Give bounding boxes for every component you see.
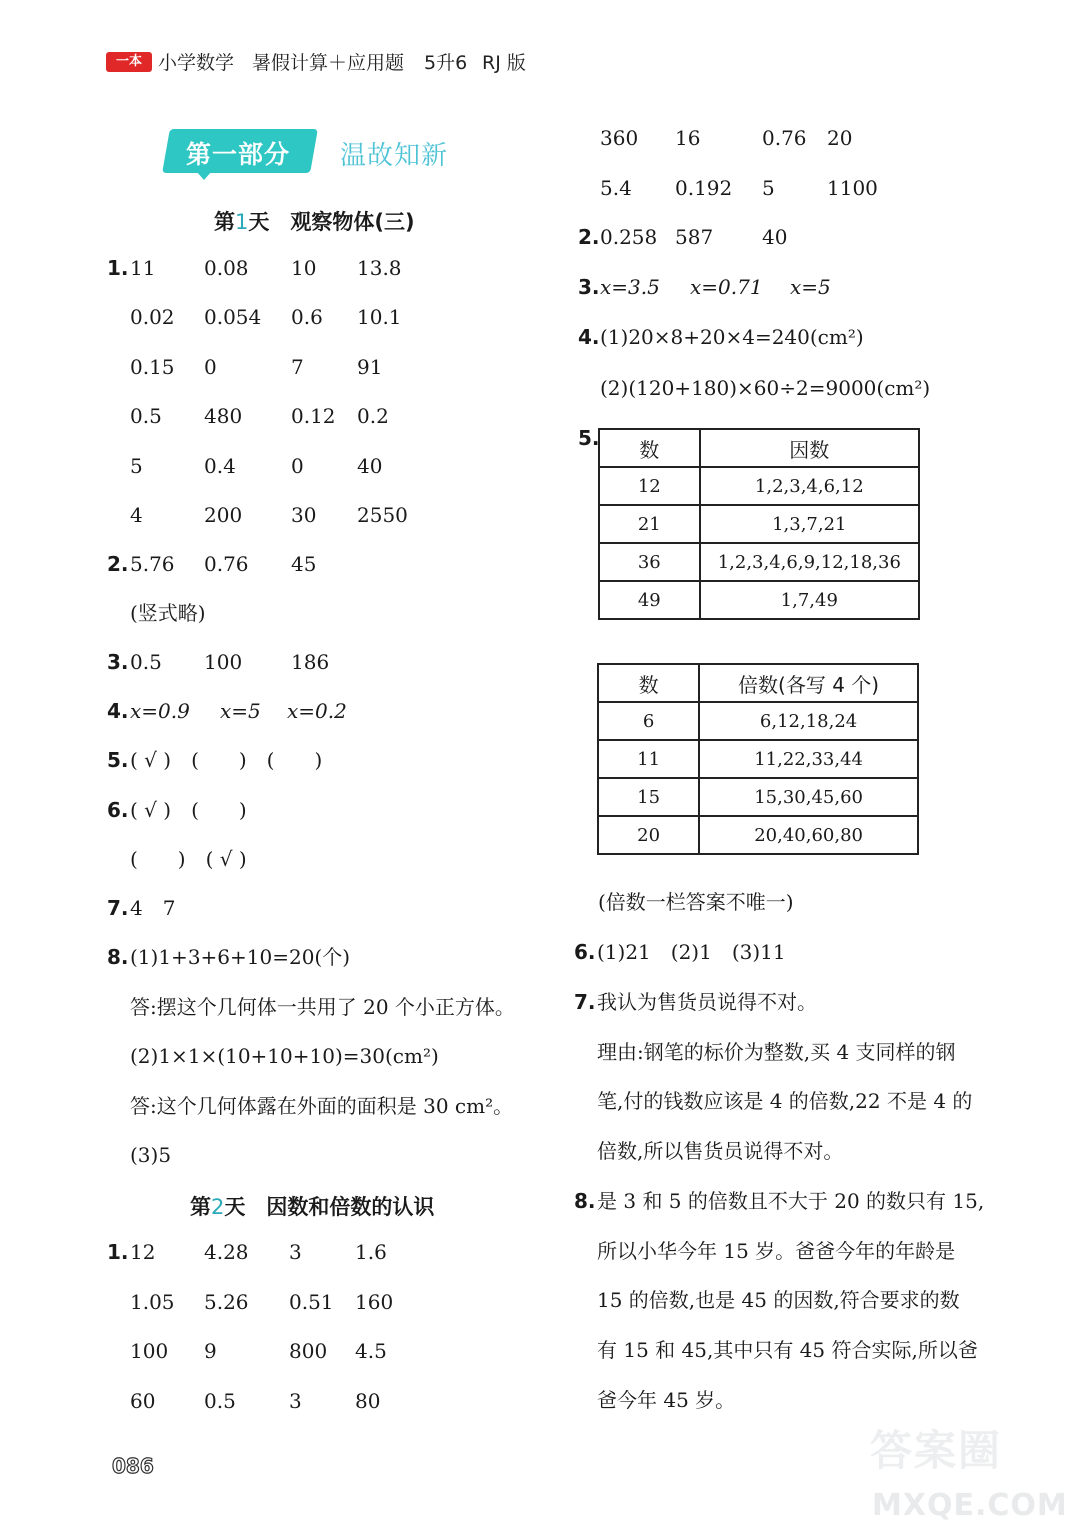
d2-q2-a: 0.258 — [600, 225, 658, 249]
d2-q2-b: 587 — [675, 225, 714, 249]
d2-q1-cell: 5.26 — [204, 1289, 249, 1314]
d1-q1-cell: 2550 — [357, 503, 408, 527]
day2-title — [190, 1191, 434, 1221]
d1-q3-a: 0.5 — [130, 650, 162, 674]
d1-q7-label: 7. — [107, 896, 129, 920]
day1-number: 1 — [235, 210, 249, 234]
table-row — [599, 581, 919, 619]
multiples-table-cell: 6 — [598, 702, 699, 740]
d2-q1-cell: 100 — [130, 1339, 169, 1364]
factors-table-header-cell: 因数 — [700, 429, 919, 467]
table-row — [598, 702, 918, 740]
d1-q6-label: 6. — [107, 798, 129, 822]
factors-table — [598, 428, 920, 620]
factors-table-cell: 12 — [599, 467, 700, 505]
day2-number: 2 — [211, 1195, 225, 1219]
day2-title-prefix: 第 — [190, 1195, 211, 1219]
d1-q3-b: 100 — [204, 650, 243, 674]
d2-q1-cell: 3 — [289, 1389, 302, 1414]
d1-q2-c: 45 — [291, 552, 317, 576]
factors-table-cell: 1,2,3,4,6,9,12,18,36 — [700, 543, 919, 581]
d1-q3-label: 3. — [107, 650, 129, 674]
table-row — [598, 816, 918, 854]
multiples-table-cell: 11 — [598, 740, 699, 778]
d1-q8-line: (3)5 — [130, 1143, 172, 1167]
d1-q8-line: 答:摆这个几何体一共用了 20 个小正方体。 — [130, 995, 515, 1019]
table-row — [599, 505, 919, 543]
table-row — [599, 467, 919, 505]
d1-q1-cell: 0 — [291, 453, 304, 478]
d2-q7-label: 7. — [574, 990, 596, 1014]
watermark-url: MXQE.COM — [872, 1488, 1068, 1523]
d1-q6-line2: ( ) ( √ ) — [130, 847, 247, 871]
d1-q1-cell: 5 — [130, 453, 143, 478]
d1-q1-cell: 0.6 — [291, 305, 323, 330]
d2-q1-cell: 3 — [289, 1240, 302, 1264]
d1-q2-b: 0.76 — [204, 552, 249, 576]
multiples-table-cell: 20,40,60,80 — [699, 816, 918, 854]
d2-q1-cell: 1.05 — [130, 1289, 175, 1314]
brand-logo: 一本 — [106, 52, 152, 72]
d2-q1-cell: 800 — [289, 1339, 328, 1364]
multiples-table-cell: 6,12,18,24 — [699, 702, 918, 740]
day1-title-prefix: 第 — [214, 210, 235, 234]
d2-q5-label: 5. — [578, 426, 600, 450]
d1-q3-c: 186 — [291, 650, 330, 674]
d2-q1-cell: 4.5 — [355, 1339, 387, 1364]
factors-table-header-row — [599, 429, 919, 467]
d2-q8-line: 有 15 和 45,其中只有 45 符合实际,所以爸 — [597, 1338, 978, 1362]
section-part-label: 第一部分 — [186, 140, 291, 169]
d2-q8-label: 8. — [574, 1189, 596, 1213]
d2-q7-line: 笔,付的钱数应该是 4 的倍数,22 不是 4 的 — [597, 1089, 973, 1113]
factors-table-cell: 1,7,49 — [700, 581, 919, 619]
d2-q4-label: 4. — [578, 325, 600, 349]
d1-q1-cell: 10 — [291, 256, 317, 280]
d2-q1-cell: 0.5 — [204, 1389, 236, 1414]
table-row — [599, 543, 919, 581]
d2-q8-line: 爸今年 45 岁。 — [597, 1388, 736, 1412]
multiples-table-header-cell: 数 — [598, 664, 699, 702]
d2-q8-line: 是 3 和 5 的倍数且不大于 20 的数只有 15, — [597, 1189, 985, 1213]
d1-q1-cell: 0.054 — [204, 305, 262, 330]
d1-q2-label: 2. — [107, 552, 129, 576]
d1-q1-cell: 40 — [357, 453, 383, 478]
multiples-table-cell: 20 — [598, 816, 699, 854]
d2-q1-cell: 0.51 — [289, 1289, 334, 1314]
d2-q7-line: 理由:钢笔的标价为整数,买 4 支同样的钢 — [597, 1040, 956, 1064]
d1-q1-cell: 200 — [204, 503, 243, 527]
d2-q1-cell: 12 — [130, 1240, 156, 1264]
d1-q4-b: x=5 — [220, 699, 261, 723]
d2-q5-note: (倍数一栏答案不唯一) — [598, 890, 794, 914]
d2-q1-cont-cell: 16 — [675, 126, 701, 150]
d1-q2-a: 5.76 — [130, 552, 175, 576]
multiples-table — [597, 663, 919, 855]
d2-q1-cell: 60 — [130, 1389, 156, 1414]
page-number: 086 — [112, 1454, 154, 1478]
factors-table-header-cell: 数 — [599, 429, 700, 467]
factors-table-cell: 1,3,7,21 — [700, 505, 919, 543]
d1-q1-label: 1. — [107, 256, 129, 280]
d1-q1-cell: 91 — [357, 354, 383, 379]
d1-q8-line: (1)1+3+6+10=20(个) — [130, 945, 351, 969]
d1-q4-c: x=0.2 — [287, 699, 347, 723]
d2-q4-line2: (2)(120+180)×60÷2=9000(cm²) — [600, 376, 931, 400]
watermark-logo: 答案圈 — [870, 1426, 1003, 1475]
factors-table-cell: 21 — [599, 505, 700, 543]
d1-q8-line: 答:这个几何体露在外面的面积是 30 cm²。 — [130, 1094, 514, 1118]
multiples-table-cell: 15,30,45,60 — [699, 778, 918, 816]
header-edition: RJ 版 — [482, 52, 526, 74]
d2-q1-cont-cell: 0.76 — [762, 126, 807, 150]
d1-q1-cell: 30 — [291, 503, 317, 527]
d1-q4-a: x=0.9 — [130, 699, 190, 723]
d2-q1-cell: 9 — [204, 1339, 217, 1364]
d2-q1-cell: 80 — [355, 1389, 381, 1414]
d1-q5-label: 5. — [107, 748, 129, 772]
multiples-table-cell: 15 — [598, 778, 699, 816]
d1-q1-cell: 0.08 — [204, 256, 249, 280]
d2-q1-cell: 160 — [355, 1289, 394, 1314]
header-series: 暑假计算＋应用题 — [252, 52, 405, 74]
d1-q1-cell: 480 — [204, 404, 243, 429]
d2-q3-a: x=3.5 — [600, 275, 660, 299]
d1-q1-cell: 0.2 — [357, 404, 389, 429]
factors-table-cell: 1,2,3,4,6,12 — [700, 467, 919, 505]
d2-q3-label: 3. — [578, 275, 600, 299]
d2-q2-c: 40 — [762, 225, 788, 249]
d1-q5-answers: ( √ ) ( ) ( ) — [130, 748, 323, 772]
table-row — [598, 778, 918, 816]
day1-title-text: 天 观察物体(三) — [248, 210, 415, 234]
d1-q2-note: (竖式略) — [130, 601, 206, 625]
d1-q1-cell: 0.5 — [130, 404, 162, 429]
d2-q8-line: 所以小华今年 15 岁。爸爸今年的年龄是 — [597, 1239, 956, 1263]
d1-q1-cell: 0.15 — [130, 354, 175, 379]
d2-q1-label: 1. — [107, 1240, 129, 1264]
d1-q1-cell: 7 — [291, 354, 304, 379]
d1-q8-label: 8. — [107, 945, 129, 969]
banner-tail — [196, 171, 212, 180]
d2-q1-cell: 4.28 — [204, 1240, 249, 1264]
d2-q3-b: x=0.71 — [690, 275, 763, 299]
d2-q1-cont-cell: 5 — [762, 175, 775, 200]
factors-table-cell: 36 — [599, 543, 700, 581]
d1-q1-cell: 11 — [130, 256, 156, 280]
factors-table-cell: 49 — [599, 581, 700, 619]
header-subject: 小学数学 — [158, 52, 235, 74]
d2-q1-cont-cell: 1100 — [827, 175, 878, 200]
day1-title — [214, 206, 415, 236]
d1-q8-line: (2)1×1×(10+10+10)=30(cm²) — [130, 1044, 439, 1068]
multiples-table-header-cell: 倍数(各写 4 个) — [699, 664, 918, 702]
section-subtitle: 温故知新 — [340, 141, 449, 171]
d1-q1-cell: 0 — [204, 354, 217, 379]
d2-q8-line: 15 的倍数,也是 45 的因数,符合要求的数 — [597, 1288, 960, 1312]
d2-q6-label: 6. — [574, 940, 596, 964]
table-row — [598, 740, 918, 778]
d2-q3-c: x=5 — [790, 275, 831, 299]
d1-q1-cell: 13.8 — [357, 256, 402, 280]
multiples-table-cell: 11,22,33,44 — [699, 740, 918, 778]
d1-q6-line1: ( √ ) ( ) — [130, 798, 247, 822]
day2-title-text: 天 因数和倍数的认识 — [224, 1195, 435, 1219]
d2-q1-cont-cell: 0.192 — [675, 175, 733, 200]
d1-q4-label: 4. — [107, 699, 129, 723]
d2-q2-label: 2. — [578, 225, 600, 249]
d1-q1-cell: 0.12 — [291, 404, 336, 429]
d2-q1-cell: 1.6 — [355, 1240, 387, 1264]
header-grade: 5升6 — [424, 52, 468, 74]
d2-q6-answers: (1)21 (2)1 (3)11 — [597, 940, 786, 964]
d2-q4-line1: (1)20×8+20×4=240(cm²) — [600, 325, 864, 349]
d2-q1-cont-cell: 5.4 — [600, 175, 632, 200]
d1-q1-cell: 4 — [130, 503, 143, 527]
d2-q1-cont-cell: 20 — [827, 126, 853, 150]
d2-q1-cont-cell: 360 — [600, 126, 639, 150]
multiples-table-header-row — [598, 664, 918, 702]
d1-q1-cell: 0.02 — [130, 305, 175, 330]
d1-q1-cell: 10.1 — [357, 305, 402, 330]
d2-q7-line: 我认为售货员说得不对。 — [597, 990, 817, 1014]
d1-q1-cell: 0.4 — [204, 453, 236, 478]
d2-q7-line: 倍数,所以售货员说得不对。 — [597, 1139, 844, 1163]
d1-q7-answer: 4 7 — [130, 896, 176, 920]
